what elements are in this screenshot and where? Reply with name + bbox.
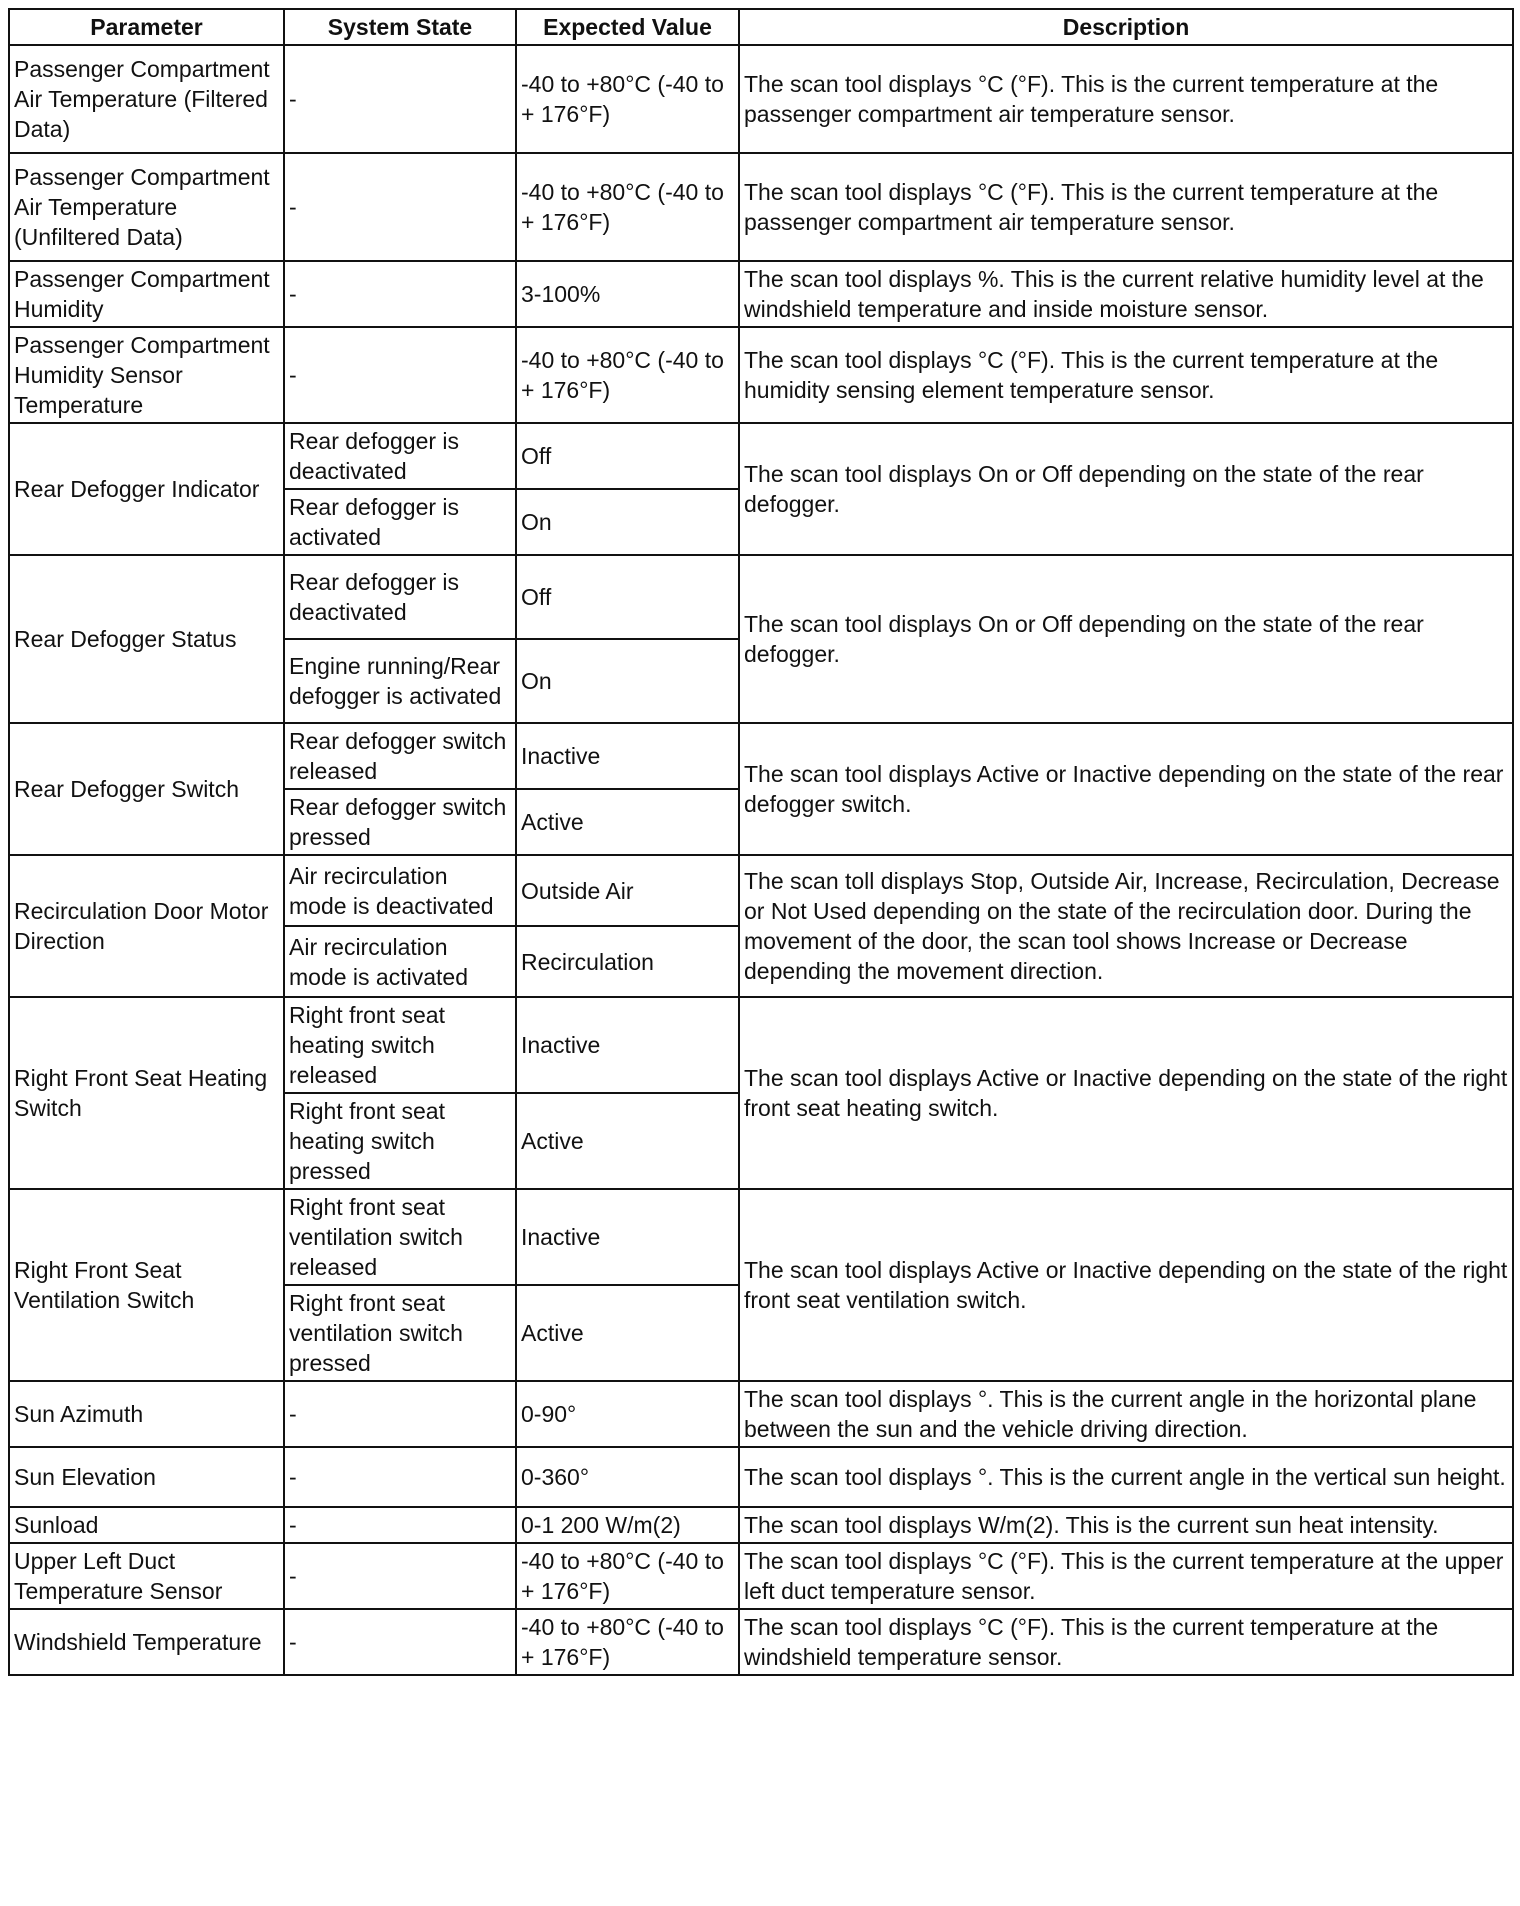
table-row xyxy=(9,1609,1513,1675)
expected-value-cell: 0-90° xyxy=(516,1381,739,1447)
description-cell: The scan tool displays Active or Inactive depending on the state of the right front seat ventilation switch. xyxy=(739,1189,1513,1381)
system-state-cell: - xyxy=(284,1447,516,1507)
header-description: Description xyxy=(739,9,1513,45)
expected-value-cell: Inactive xyxy=(516,1189,739,1285)
expected-value-cell: Active xyxy=(516,1285,739,1381)
system-state-cell: Right front seat ventilation switch released xyxy=(284,1189,516,1285)
expected-value-cell: Outside Air xyxy=(516,855,739,926)
table-row xyxy=(9,855,1513,926)
table-row xyxy=(9,153,1513,261)
expected-value-cell: -40 to +80°C (-40 to + 176°F) xyxy=(516,45,739,153)
table-row xyxy=(9,1543,1513,1609)
expected-value-cell: Active xyxy=(516,789,739,855)
header-parameter: Parameter xyxy=(9,9,284,45)
parameter-cell: Passenger Compartment Air Temperature (Filtered Data) xyxy=(9,45,284,153)
parameter-cell: Rear Defogger Switch xyxy=(9,723,284,855)
description-cell: The scan tool displays °C (°F). This is the current temperature at the windshield temperature sensor. xyxy=(739,1609,1513,1675)
description-cell: The scan tool displays On or Off depending on the state of the rear defogger. xyxy=(739,423,1513,555)
system-state-cell: Engine running/Rear defogger is activated xyxy=(284,639,516,723)
expected-value-cell: Off xyxy=(516,423,739,489)
system-state-cell: - xyxy=(284,1543,516,1609)
description-cell: The scan tool displays °C (°F). This is the current temperature at the passenger compartment air temperature sensor. xyxy=(739,45,1513,153)
table-header xyxy=(9,9,1513,45)
expected-value-cell: -40 to +80°C (-40 to + 176°F) xyxy=(516,1543,739,1609)
description-cell: The scan toll displays Stop, Outside Air, Increase, Recirculation, Decrease or Not Used depending on the state of the recirculation door. During the movement of the door, the scan tool shows Increase or Decrease depending the movement direction. xyxy=(739,855,1513,997)
table-row xyxy=(9,555,1513,639)
parameter-table xyxy=(8,8,1514,1676)
expected-value-cell: Inactive xyxy=(516,723,739,789)
expected-value-cell: Inactive xyxy=(516,997,739,1093)
header-system-state: System State xyxy=(284,9,516,45)
table-body xyxy=(9,45,1513,1675)
table-row xyxy=(9,723,1513,789)
parameter-cell: Rear Defogger Status xyxy=(9,555,284,723)
description-cell: The scan tool displays Active or Inactive depending on the state of the rear defogger switch. xyxy=(739,723,1513,855)
header-row xyxy=(9,9,1513,45)
expected-value-cell: -40 to +80°C (-40 to + 176°F) xyxy=(516,153,739,261)
table-row xyxy=(9,1189,1513,1285)
table-row xyxy=(9,1447,1513,1507)
expected-value-cell: Active xyxy=(516,1093,739,1189)
expected-value-cell: On xyxy=(516,489,739,555)
parameter-cell: Rear Defogger Indicator xyxy=(9,423,284,555)
expected-value-cell: -40 to +80°C (-40 to + 176°F) xyxy=(516,1609,739,1675)
description-cell: The scan tool displays °C (°F). This is the current temperature at the upper left duct temperature sensor. xyxy=(739,1543,1513,1609)
system-state-cell: Right front seat ventilation switch pressed xyxy=(284,1285,516,1381)
parameter-cell: Sunload xyxy=(9,1507,284,1543)
table-row xyxy=(9,45,1513,153)
system-state-cell: Right front seat heating switch released xyxy=(284,997,516,1093)
system-state-cell: - xyxy=(284,1609,516,1675)
system-state-cell: Air recirculation mode is deactivated xyxy=(284,855,516,926)
parameter-cell: Right Front Seat Heating Switch xyxy=(9,997,284,1189)
system-state-cell: Right front seat heating switch pressed xyxy=(284,1093,516,1189)
description-cell: The scan tool displays °. This is the current angle in the horizontal plane between the sun and the vehicle driving direction. xyxy=(739,1381,1513,1447)
system-state-cell: - xyxy=(284,153,516,261)
expected-value-cell: Recirculation xyxy=(516,926,739,997)
parameter-cell: Passenger Compartment Humidity Sensor Temperature xyxy=(9,327,284,423)
description-cell: The scan tool displays On or Off depending on the state of the rear defogger. xyxy=(739,555,1513,723)
system-state-cell: Rear defogger is deactivated xyxy=(284,423,516,489)
parameter-cell: Sun Azimuth xyxy=(9,1381,284,1447)
system-state-cell: Rear defogger is deactivated xyxy=(284,555,516,639)
description-cell: The scan tool displays °C (°F). This is the current temperature at the humidity sensing element temperature sensor. xyxy=(739,327,1513,423)
expected-value-cell: On xyxy=(516,639,739,723)
table-row xyxy=(9,327,1513,423)
system-state-cell: Rear defogger is activated xyxy=(284,489,516,555)
header-expected-value: Expected Value xyxy=(516,9,739,45)
table-row xyxy=(9,261,1513,327)
description-cell: The scan tool displays °. This is the current angle in the vertical sun height. xyxy=(739,1447,1513,1507)
system-state-cell: - xyxy=(284,1507,516,1543)
description-cell: The scan tool displays %. This is the current relative humidity level at the windshield temperature and inside moisture sensor. xyxy=(739,261,1513,327)
parameter-cell: Right Front Seat Ventilation Switch xyxy=(9,1189,284,1381)
description-cell: The scan tool displays Active or Inactive depending on the state of the right front seat heating switch. xyxy=(739,997,1513,1189)
expected-value-cell: 0-360° xyxy=(516,1447,739,1507)
expected-value-cell: 0-1 200 W/m(2) xyxy=(516,1507,739,1543)
system-state-cell: Air recirculation mode is activated xyxy=(284,926,516,997)
parameter-cell: Sun Elevation xyxy=(9,1447,284,1507)
system-state-cell: - xyxy=(284,1381,516,1447)
table-row xyxy=(9,997,1513,1093)
description-cell: The scan tool displays °C (°F). This is the current temperature at the passenger compartment air temperature sensor. xyxy=(739,153,1513,261)
expected-value-cell: -40 to +80°C (-40 to + 176°F) xyxy=(516,327,739,423)
parameter-cell: Passenger Compartment Humidity xyxy=(9,261,284,327)
parameter-cell: Windshield Temperature xyxy=(9,1609,284,1675)
system-state-cell: - xyxy=(284,45,516,153)
system-state-cell: - xyxy=(284,327,516,423)
system-state-cell: Rear defogger switch released xyxy=(284,723,516,789)
description-cell: The scan tool displays W/m(2). This is the current sun heat intensity. xyxy=(739,1507,1513,1543)
table-row xyxy=(9,1507,1513,1543)
expected-value-cell: Off xyxy=(516,555,739,639)
parameter-cell: Passenger Compartment Air Temperature (Unfiltered Data) xyxy=(9,153,284,261)
parameter-cell: Recirculation Door Motor Direction xyxy=(9,855,284,997)
table-row xyxy=(9,423,1513,489)
parameter-cell: Upper Left Duct Temperature Sensor xyxy=(9,1543,284,1609)
system-state-cell: Rear defogger switch pressed xyxy=(284,789,516,855)
expected-value-cell: 3-100% xyxy=(516,261,739,327)
table-row xyxy=(9,1381,1513,1447)
system-state-cell: - xyxy=(284,261,516,327)
